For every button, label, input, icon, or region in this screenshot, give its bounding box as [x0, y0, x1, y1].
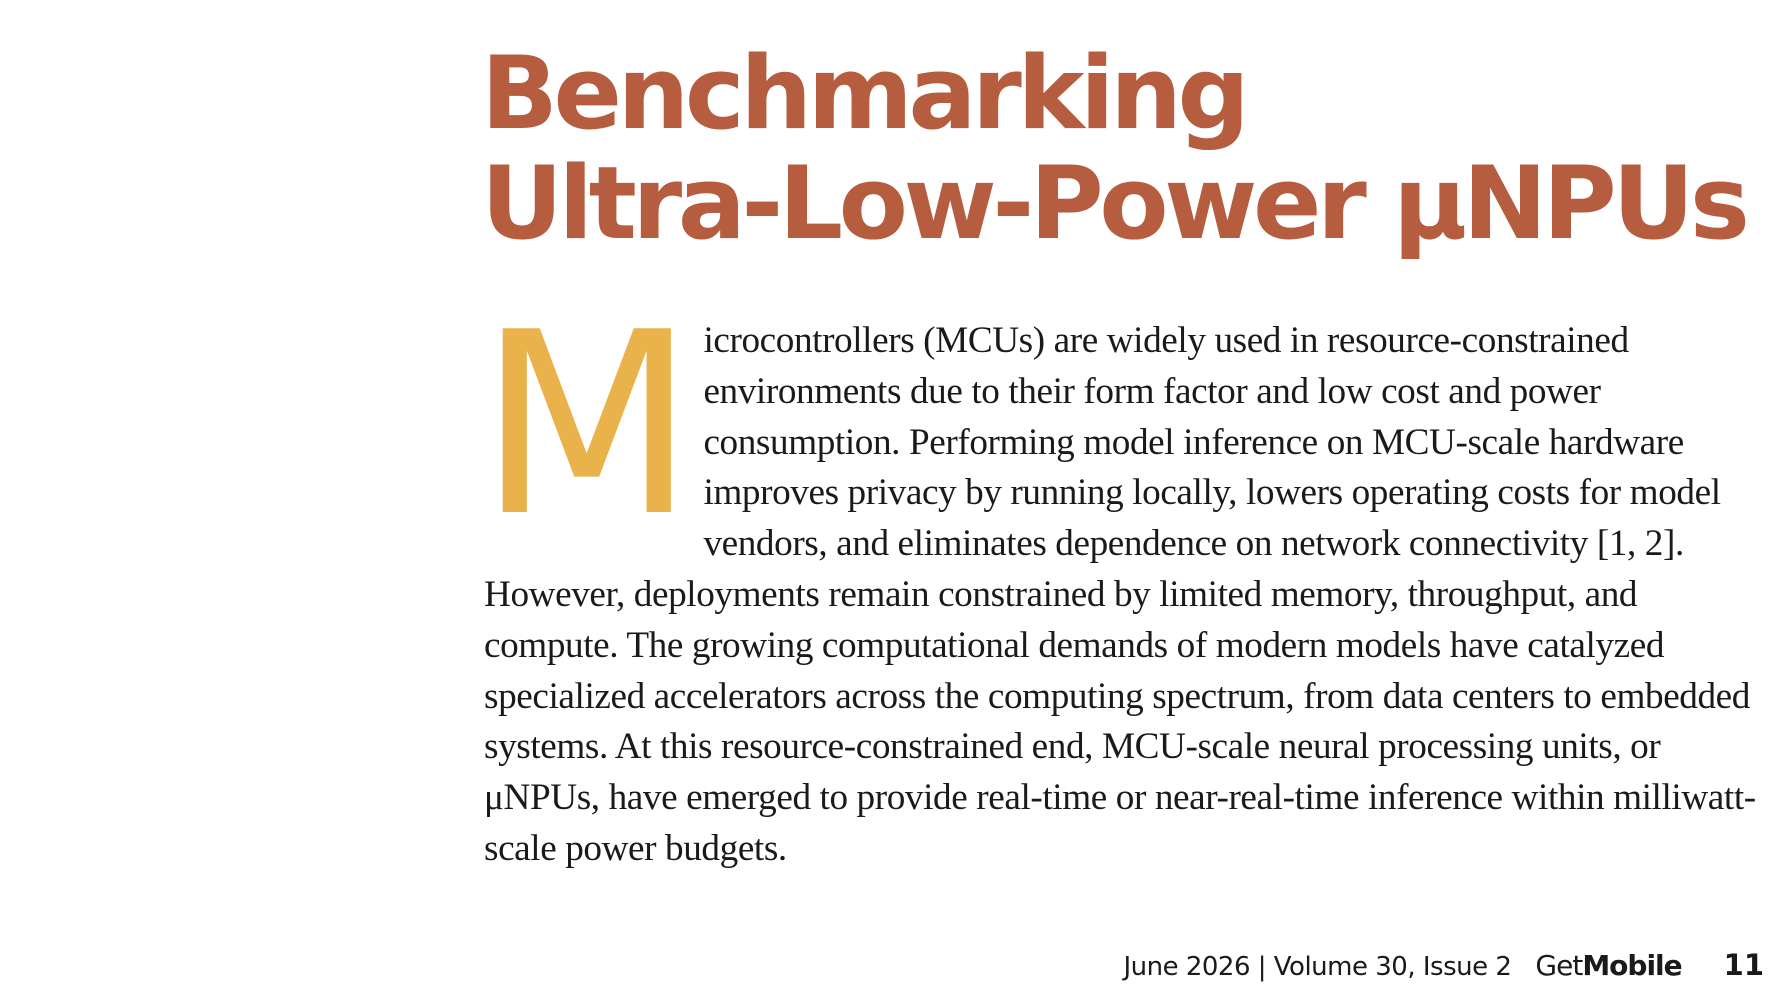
article-body	[478, 279, 1770, 875]
page-footer	[1123, 948, 1780, 988]
magazine-brand	[1535, 949, 1681, 982]
title-line-1: Benchmarking	[481, 34, 1246, 152]
body-paragraph: icrocontrollers (MCUs) are widely used in resource-constrained environments due to their form factor and low cost and power consumption. Performing model inference on MCU-scale hardware improves privacy by running locally, lowers operating costs for model vendors, and eliminates dependence on network connectivity [1, 2]. However, deployments remain constrained by limited memory, throughput, and compute. The growing computational demands of modern models have catalyzed specialized accelerators across the computing spectrum, from data centers to embedded systems. At this resource-constrained end, MCU-scale neural processing units, or μNPUs, have emerged to provide real-time or near-real-time inference within milliwatt-scale power budgets.	[484, 320, 1756, 869]
issue-info: June 2026 | Volume 30, Issue 2	[1123, 952, 1512, 982]
page-number: 11	[1723, 948, 1764, 982]
drop-cap: M	[478, 279, 692, 572]
brand-prefix: Get	[1535, 949, 1583, 982]
article-title	[481, 34, 1761, 262]
brand-suffix: Mobile	[1582, 949, 1682, 982]
title-line-2: Ultra-Low-Power μNPUs	[481, 144, 1746, 262]
